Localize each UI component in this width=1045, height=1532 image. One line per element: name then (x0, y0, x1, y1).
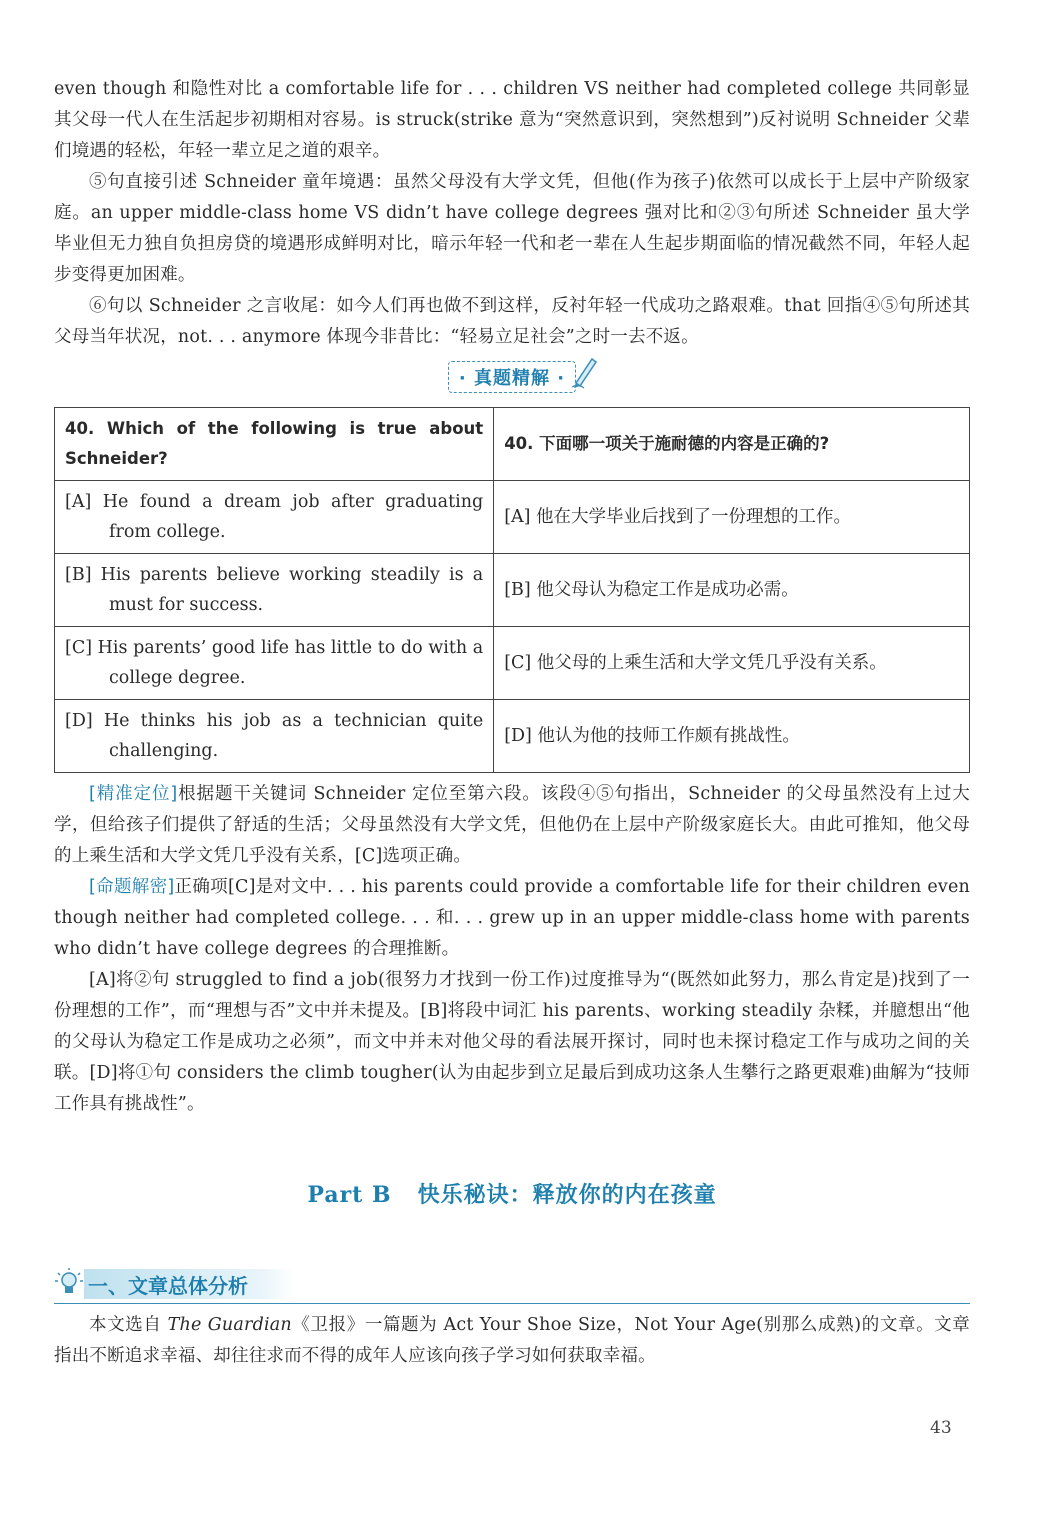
part-title: 快乐秘诀：释放你的内在孩童 (417, 1182, 717, 1208)
section-box-title: · 真题精解 · (448, 361, 576, 393)
section-heading (54, 1267, 970, 1304)
table-row (55, 408, 970, 481)
option-d-zh: [D] 他认为他的技师工作颇有挑战性。 (504, 726, 800, 746)
question-zh: 40. 下面哪一项关于施耐德的内容是正确的? (494, 408, 970, 481)
analysis-tag: [命题解密] (89, 877, 175, 897)
section-box-header (54, 361, 970, 397)
page-content (54, 74, 970, 1372)
option-b-zh: [B] 他父母认为稳定工作是成功必需。 (504, 580, 799, 600)
option-c-en: [C] His parents’ good life has little to do with a college degree. (65, 638, 484, 688)
section-paragraph: 本文选自 The Guardian《卫报》一篇题为 Act Your Shoe Size，Not Your Age(别那么成熟)的文章。文章指出不断追求幸福、却往往求而不得的成年人应该向孩子学习如何获取幸福。 (54, 1315, 971, 1366)
analysis-paragraph: [命题解密]正确项[C]是对文中. . . his parents could provide a comfortable life for their children even though neither had completed college. . . 和. . . grew up in an upper middle-class home with parents who didn’t have college degrees 的合理推断。 (54, 877, 970, 959)
part-heading (54, 1178, 970, 1209)
option-b-en: [B] His parents believe working steadily is a must for success. (65, 565, 484, 615)
page-number: 43 (930, 1418, 952, 1438)
table-row (55, 700, 970, 773)
table-row (55, 627, 970, 700)
lightbulb-icon (54, 1267, 84, 1301)
table-row (55, 554, 970, 627)
option-a-en: [A] He found a dream job after graduating from college. (65, 492, 484, 542)
option-a-zh: [A] 他在大学毕业后找到了一份理想的工作。 (504, 507, 852, 527)
pen-icon (570, 353, 600, 389)
analysis-paragraph: [A]将②句 struggled to find a job(很努力才找到一份工作)过度推导为“(既然如此努力，那么肯定是)找到了一份理想的工作”，而“理想与否”文中并未提及。[B]将段中词汇 his parents、working steadily 杂糅，并臆想出“他的父母认为稳定工作是成功之必须”，而文中并未对他父母的看法展开探讨，同时也未探讨稳定工作与成功之间的关联。[D]将①句 considers the climb tougher(认为由起步到立足最后到成功这条人生攀行之路更艰难)曲解为“技师工作具有挑战性”。 (54, 970, 970, 1114)
question-en: 40. Which of the following is true about Schneider? (55, 408, 494, 481)
option-d-en: [D] He thinks his job as a technician quite challenging. (65, 711, 484, 761)
part-label: Part B (307, 1182, 392, 1208)
section-title: 一、文章总体分析 (88, 1274, 248, 1298)
analysis-tag: [精准定位] (89, 784, 178, 804)
option-c-zh: [C] 他父母的上乘生活和大学文凭几乎没有关系。 (504, 653, 887, 673)
paragraph: even though 和隐性对比 a comfortable life for . . . children VS neither had completed college 共同彰显其父母一代人在生活起步初期相对容易。is struck(strike 意为“突然意识到，突然想到”)反衬说明 Schneider 父辈们境遇的轻松，年轻一辈立足之道的艰辛。 (54, 79, 970, 161)
paragraph: ⑤句直接引述 Schneider 童年境遇：虽然父母没有大学文凭，但他(作为孩子)依然可以成长于上层中产阶级家庭。an upper middle-class home VS didn’t have college degrees 强对比和②③句所述 Schneider 虽大学毕业但无力独自负担房贷的境遇形成鲜明对比，暗示年轻一代和老一辈在人生起步期面临的情况截然不同，年轻人起步变得更加困难。 (54, 172, 970, 285)
paragraph: ⑥句以 Schneider 之言收尾：如今人们再也做不到这样，反衬年轻一代成功之路艰难。that 回指④⑤句所述其父母当年状况，not. . . anymore 体现今非昔比：“轻易立足社会”之时一去不返。 (54, 296, 970, 347)
analysis-paragraph: [精准定位]根据题干关键词 Schneider 定位至第六段。该段④⑤句指出，Schneider 的父母虽然没有上过大学，但给孩子们提供了舒适的生活；父母虽然没有大学文凭，但他仍在上层中产阶级家庭长大。由此可推知，他父母的上乘生活和大学文凭几乎没有关系，[C]选项正确。 (54, 784, 971, 866)
table-row (55, 481, 970, 554)
source-title: The Guardian (167, 1315, 292, 1335)
question-table (54, 407, 970, 773)
